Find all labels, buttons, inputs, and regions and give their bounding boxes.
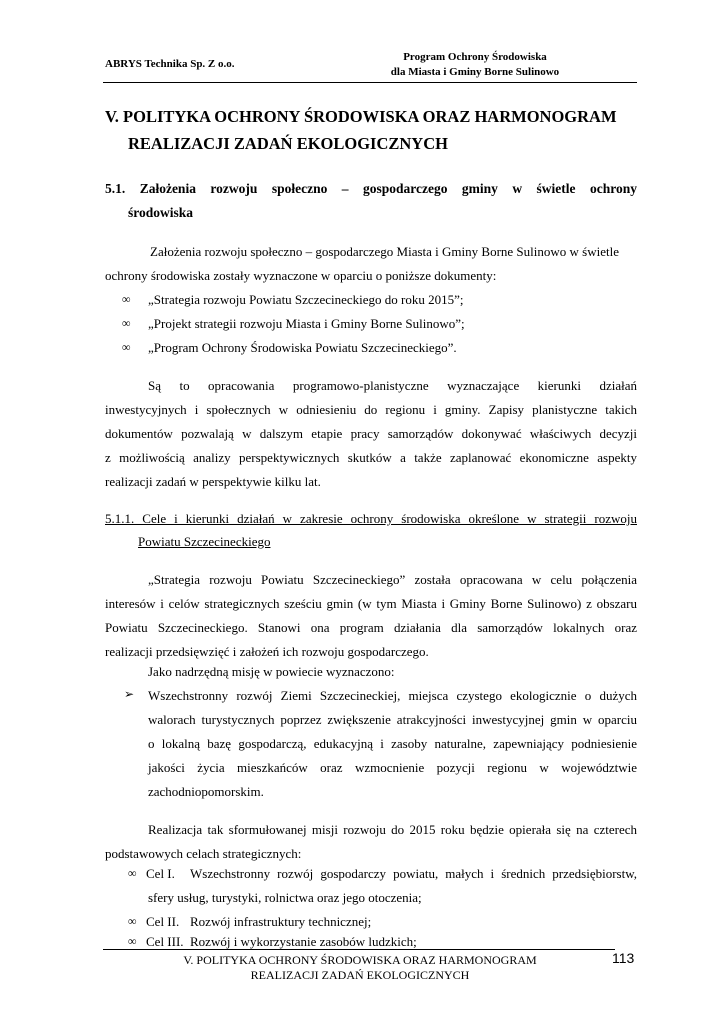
- header-program-line2: dla Miasta i Gminy Borne Sulinowo: [390, 66, 560, 78]
- intro-line1: Założenia rozwoju społeczno – gospodarczego Miasta i Gminy Borne Sulinowo w świetle: [150, 244, 619, 259]
- footer-title: [105, 953, 615, 983]
- mission-intro: Jako nadrzędną misję w powiecie wyznaczono:: [148, 664, 395, 679]
- para3-line: Powiatu Szczecineckiego. Stanowi ona program działania dla samorządów lokalnych oraz: [105, 620, 637, 635]
- arrow-bullet-icon: ➢: [124, 687, 135, 701]
- header-program-line1: Program Ochrony Środowiska: [403, 51, 547, 63]
- goal-text: Wszechstronny rozwój gospodarczy powiatu, małych i średnich przedsiębiorstw,: [190, 866, 637, 881]
- doc-item: „Program Ochrony Środowiska Powiatu Szczecineckiego”.: [148, 340, 457, 355]
- doc-item: „Projekt strategii rozwoju Miasta i Gminy Borne Sulinowo”;: [148, 316, 465, 331]
- para2-line: z możliwością analizy perspektywicznych skutków a także zaplanować ekonomiczne aspekty: [105, 450, 637, 465]
- header-divider: [103, 82, 637, 83]
- subsection-title-line2: Powiatu Szczecineckiego: [138, 534, 271, 549]
- goal-label: Cel II.: [146, 914, 180, 929]
- header-company: ABRYS Technika Sp. Z o.o.: [105, 58, 235, 70]
- footer-title-line1: V. POLITYKA OCHRONY ŚRODOWISKA ORAZ HARMONOGRAM: [183, 953, 537, 967]
- chapter-title-line1: V. POLITYKA OCHRONY ŚRODOWISKA ORAZ HARMONOGRAM: [105, 107, 617, 126]
- goal-label: Cel III.: [146, 934, 184, 949]
- para2-line: inwestycyjnych i społecznych w odniesieniu do regionu i gminy. Zapisy planistyczne takich: [105, 402, 637, 417]
- goal-text: Rozwój infrastruktury technicznej;: [190, 914, 372, 929]
- subsection-title-line1: 5.1.1. Cele i kierunki działań w zakresie ochrony środowiska określone w strategii rozwoju: [105, 511, 637, 526]
- mission-line: o lokalną bazę gospodarczą, edukacyjną i zasoby naturalne, zapewniający podniesienie: [148, 736, 637, 751]
- section-title-line2: środowiska: [128, 205, 194, 220]
- goal-text: sfery usług, turystyki, rolnictwa oraz jego otoczenia;: [148, 890, 422, 905]
- header-program: [345, 50, 605, 80]
- mission-line: zachodniopomorskim.: [148, 784, 264, 799]
- para3-line: „Strategia rozwoju Powiatu Szczecineckiego” została opracowana w celu połączenia: [148, 572, 637, 587]
- para3-line: interesów i celów strategicznych sześciu gmin (w tym Miasta i Gminy Borne Sulinowo) z obszaru: [105, 596, 637, 611]
- bullet-icon: ∞: [128, 934, 137, 948]
- footer-title-line2: REALIZACJI ZADAŃ EKOLOGICZNYCH: [250, 968, 470, 982]
- para2-line: realizacji zadań w perspektywie kilku lat.: [105, 474, 321, 489]
- doc-item: „Strategia rozwoju Powiatu Szczecineckiego do roku 2015”;: [148, 292, 464, 307]
- mission-line: walorach turystycznych poprzez zwiększenie atrakcyjności inwestycyjnej gmin w oparciu: [148, 712, 637, 727]
- bullet-icon: ∞: [128, 866, 137, 880]
- chapter-title-line2: REALIZACJI ZADAŃ EKOLOGICZNYCH: [128, 134, 448, 153]
- intro-line2: ochrony środowiska zostały wyznaczone w oparciu o poniższe dokumenty:: [105, 268, 497, 283]
- page-number: 113: [612, 950, 635, 966]
- footer-divider: [103, 949, 615, 950]
- bullet-icon: ∞: [122, 316, 131, 330]
- bullet-icon: ∞: [122, 292, 131, 306]
- bullet-icon: ∞: [122, 340, 131, 354]
- mission-line: Wszechstronny rozwój Ziemi Szczecineckiej, miejsca czystego ekologicznie o dużych: [148, 688, 637, 703]
- goal-text: Rozwój i wykorzystanie zasobów ludzkich;: [190, 934, 417, 949]
- mission-line: jakości życia mieszkańców oraz wzmocnienie pozycji regionu w województwie: [148, 760, 637, 775]
- para4-line: podstawowych celach strategicznych:: [105, 846, 302, 861]
- para2-line: Są to opracowania programowo-planistyczne wyznaczające kierunki działań: [148, 378, 637, 393]
- bullet-icon: ∞: [128, 914, 137, 928]
- para2-line: dokumentów pozwalają w dalszym etapie pracy samorządów dokonywać właściwych decyzji: [105, 426, 637, 441]
- para3-line: realizacji przedsięwzięć i założeń ich rozwoju gospodarczego.: [105, 644, 429, 659]
- section-title-line1: 5.1. Założenia rozwoju społeczno – gospodarczego gminy w świetle ochrony: [105, 181, 637, 196]
- goal-label: Cel I.: [146, 866, 175, 881]
- para4-line: Realizacja tak sformułowanej misji rozwoju do 2015 roku będzie opierała się na czterech: [148, 822, 637, 837]
